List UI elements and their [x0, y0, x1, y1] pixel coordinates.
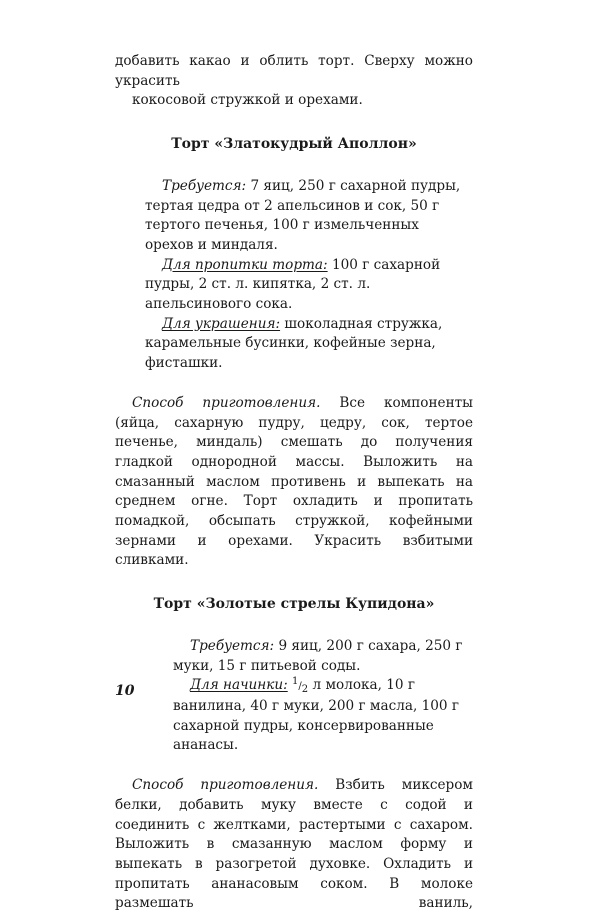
method-apollo	[115, 394, 473, 571]
method-cupid-text: Взбить миксером белки, добавить муку вместе с содой и соединить с желтками, растертыми с сахаром. Выложить в смазанную маслом форму и выпекать в разогретой духовке. Охладить и пропитать ананасовым соком. В молоке размешать ваниль,	[115, 777, 473, 912]
intro-line-1: добавить какао и облить торт. Сверху можно украсить	[115, 53, 473, 89]
ingredients-required-label: Требуется:	[162, 177, 247, 194]
ingredients-cupid-required-text: 9 яиц, 200 г сахара, 250 г муки, 15 г питьевой соды.	[173, 637, 463, 674]
page-body	[115, 52, 473, 914]
ingredients-soak-text: 100 г сахарной пудры, 2 ст. л. кипятка, 2 ст. л. апельсинового сока.	[145, 256, 441, 313]
method-apollo-label: Способ приготовления.	[132, 394, 321, 411]
recipe-title-apollo: Торт «Златокудрый Аполлон»	[171, 136, 417, 153]
ingredients-filling-label: Для начинки:	[190, 677, 288, 694]
ingredients-filling	[173, 676, 471, 756]
ingredients-required	[145, 177, 471, 256]
method-apollo-text: Все компоненты (яйца, сахарную пудру, цедру, сок, тертое печенье, миндаль) смешать до получения гладкой однородной массы. Выложить на смазанный маслом противень и выпекать на среднем огне. Торт охладить и пропитать помадкой, обсыпать стружкой, кофейными зернами и орехами. Украсить взбитыми сливками.	[115, 394, 473, 569]
ingredients-cupid-required	[173, 637, 471, 676]
method-cupid	[115, 776, 473, 914]
ingredients-filling-text: л молока, 10 г ванилина, 40 г муки, 200 г масла, 100 г сахарной пудры, консервированные ананасы.	[173, 677, 459, 754]
ingredients-decor-label: Для украшения:	[162, 315, 281, 332]
fraction-denominator: 2	[301, 684, 309, 696]
fraction-half: 1/2	[292, 676, 309, 696]
ingredients-soak-label: Для пропитки торта:	[162, 256, 328, 273]
ingredients-decor-text: шоколадная стружка, карамельные бусинки, кофейные зерна, фисташки.	[145, 315, 443, 372]
ingredients-decor	[145, 315, 471, 374]
page-number: 10	[115, 683, 135, 699]
intro-line-2: кокосовой стружкой и орехами.	[132, 92, 363, 109]
ingredients-required-text: 7 яиц, 250 г сахарной пудры, тертая цедра от 2 апельсинов и сок, 50 г тертого печенья, 100 г измельченных орехов и миндаля.	[145, 177, 461, 253]
recipe-title-cupid: Торт «Золотые стрелы Купидона»	[153, 596, 435, 613]
ingredients-soak	[145, 256, 471, 315]
ingredients-cupid	[173, 637, 471, 756]
ingredients-apollo	[145, 177, 471, 374]
method-cupid-label: Способ приготовления.	[132, 777, 319, 794]
fraction-numerator: 1	[292, 676, 299, 688]
ingredients-cupid-required-label: Требуется:	[190, 637, 275, 654]
